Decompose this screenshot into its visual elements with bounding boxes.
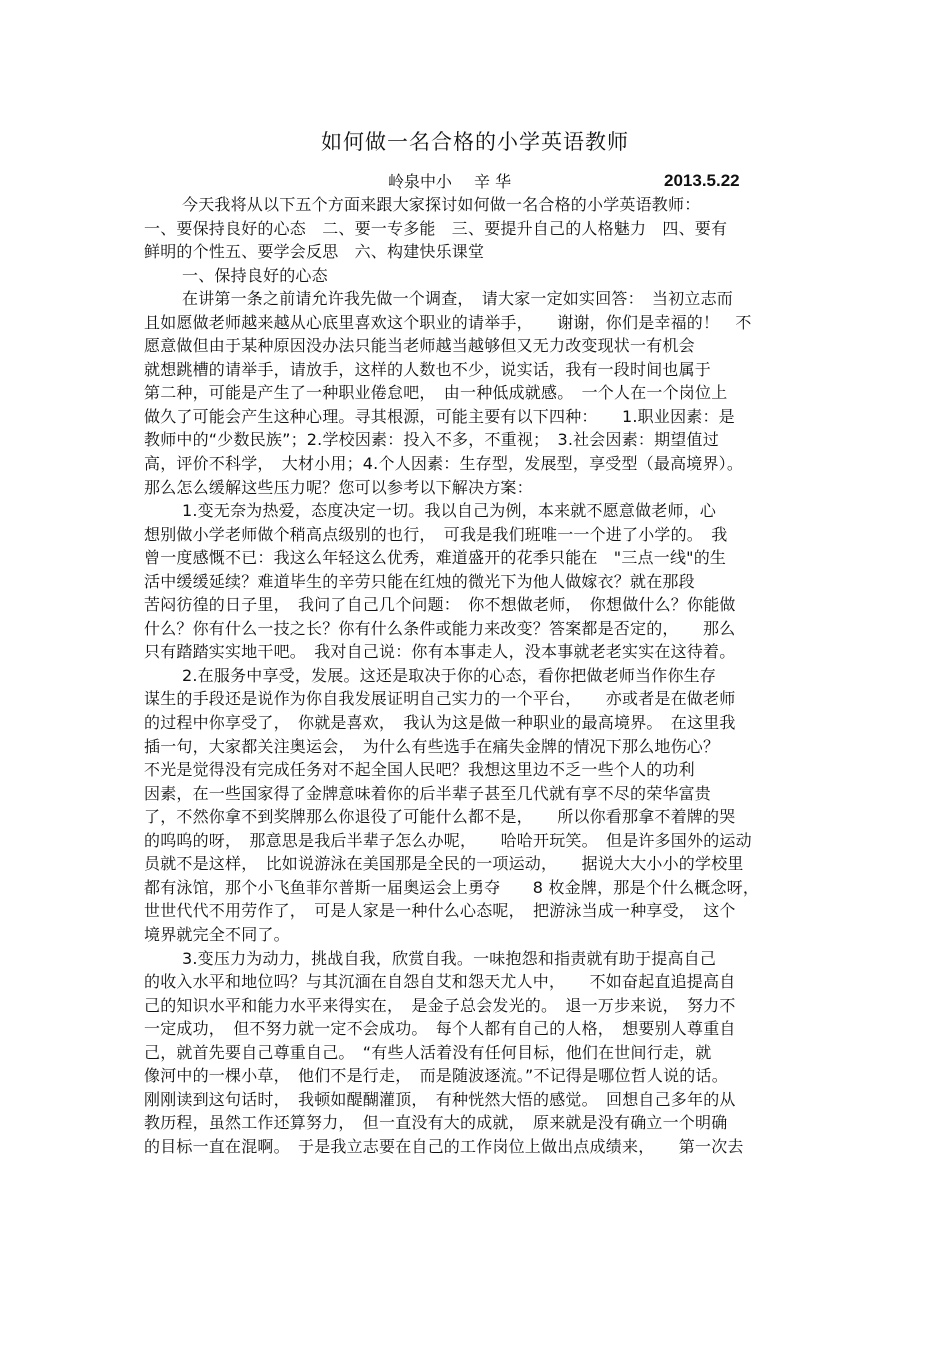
paragraph-line: 境界就完全不同了。	[144, 924, 290, 944]
paragraph-line: 因素，在一些国家得了金牌意味着你的后半辈子甚至几代就有享不尽的荣华富贵	[144, 783, 712, 803]
paragraph-line: 的呜呜的呀， 那意思是我后半辈子怎么办呢， 哈哈开玩笑。 但是许多国外的运动	[144, 830, 752, 850]
paragraph-line: 苦闷彷徨的日子里， 我问了自己几个问题： 你不想做老师， 你想做什么？你能做	[144, 595, 736, 615]
paragraph-line: 像河中的一棵小草， 他们不是行走， 而是随波逐流。”不记得是哪位哲人说的话。	[144, 1066, 728, 1086]
paragraph-line: 今天我将从以下五个方面来跟大家探讨如何做一名合格的小学英语教师：	[182, 195, 701, 214]
paragraph-line: 就想跳槽的请举手，请放手，这样的人数也不少，说实话，我有一段时间也属于	[144, 359, 712, 379]
paragraph-line: 的收入水平和地位吗？与其沉湎在自怨自艾和怨天尤人中， 不如奋起直追提高自	[144, 972, 736, 992]
document-date: 2013.5.22	[664, 171, 740, 190]
paragraph-line: 什么？你有什么一技之长？你有什么条件或能力来改变？答案都是否定的， 那么	[144, 618, 736, 638]
paragraph-line: 且如愿做老师越来越从心底里喜欢这个职业的请举手， 谢谢，你们是幸福的！ 不	[144, 312, 752, 332]
paragraph-line: 刚刚读到这句话时， 我顿如醍醐灌顶， 有种恍然大悟的感觉。 回想自己多年的从	[144, 1089, 736, 1109]
paragraph-line: 不光是觉得没有完成任务对不起全国人民吧？我想这里边不乏一些个人的功利	[144, 760, 695, 780]
document-title: 如何做一名合格的小学英语教师	[321, 130, 629, 154]
paragraph-line: 都有泳馆，那个小飞鱼菲尔普斯一届奥运会上勇夺 8 枚金牌，那是个什么概念呀，	[144, 877, 760, 897]
section-heading: 一、保持良好的心态	[182, 265, 328, 285]
paragraph-line: 2.在服务中享受，发展。这还是取决于你的心态，看你把做老师当作你生存	[182, 665, 717, 685]
paragraph-line: 一、要保持良好的心态 二、要一专多能 三、要提升自己的人格魅力 四、要有	[144, 218, 728, 238]
paragraph-line: 做久了可能会产生这种心理。寻其根源，可能主要有以下四种： 1.职业因素：是	[144, 406, 735, 426]
author-name: 辛 华	[474, 172, 512, 191]
paragraph-line: 愿意做但由于某种原因没办法只能当老师越当越够但又无力改变现状一有机会	[144, 336, 695, 356]
paragraph-line: 了，不然你拿不到奖牌那么你退役了可能什么都不是， 所以你看那拿不着牌的哭	[144, 807, 736, 827]
paragraph-line: 己的知识水平和能力水平来得实在， 是金子总会发光的。 退一万步来说， 努力不	[144, 995, 736, 1015]
paragraph-line: 活中缓缓延续？难道毕生的辛劳只能在红烛的微光下为他人做嫁衣？就在那段	[144, 571, 695, 591]
paragraph-line: 一定成功， 但不努力就一定不会成功。 每个人都有自己的人格， 想要别人尊重自	[144, 1019, 736, 1039]
paragraph-line: 世世代代不用劳作了， 可是人家是一种什么心态呢， 把游泳当成一种享受， 这个	[144, 901, 736, 921]
paragraph-line: 教历程，虽然工作还算努力， 但一直没有大的成就， 原来就是没有确立一个明确	[144, 1113, 728, 1133]
paragraph-line: 的目标一直在混啊。 于是我立志要在自己的工作岗位上做出点成绩来， 第一次去	[144, 1136, 744, 1156]
paragraph-line: 教师中的“少数民族”；2.学校因素：投入不多，不重视； 3.社会因素：期望值过	[144, 430, 719, 450]
paragraph-line: 想别做小学老师做个稍高点级别的也行， 可我是我们班唯一一个进了小学的。 我	[144, 524, 728, 544]
paragraph-line: 高，评价不科学， 大材小用；4.个人因素：生存型，发展型，享受型（最高境界）。	[144, 454, 744, 474]
author-school: 岭泉中小	[388, 172, 453, 191]
paragraph-line: 鲜明的个性五、要学会反思 六、构建快乐课堂	[144, 242, 485, 262]
paragraph-line: 3.变压力为动力，挑战自我，欣赏自我。一味抱怨和指责就有助于提高自己	[182, 948, 717, 968]
paragraph-line: 插一句，大家都关注奥运会， 为什么有些选手在痛失金牌的情况下那么地伤心？	[144, 736, 720, 756]
document-body	[144, 193, 814, 1158]
author-line	[388, 171, 511, 193]
paragraph-line: 曾一度感慨不已：我这么年轻这么优秀，难道盛开的花季只能在 "三点一线"的生	[144, 548, 727, 568]
paragraph-line: 只有踏踏实实地干吧。 我对自己说：你有本事走人，没本事就老老实实在这待着。	[144, 642, 736, 662]
paragraph-line: 在讲第一条之前请允许我先做一个调查， 请大家一定如实回答： 当初立志而	[182, 289, 734, 309]
paragraph-line: 谋生的手段还是说作为你自我发展证明自己实力的一个平台， 亦或者是在做老师	[144, 689, 736, 709]
paragraph-line: 第二种，可能是产生了一种职业倦怠吧， 由一种低成就感。 一个人在一个岗位上	[144, 383, 728, 403]
paragraph-line: 1.变无奈为热爱，态度决定一切。我以自己为例，本来就不愿意做老师，心	[182, 501, 717, 521]
paragraph-line: 的过程中你享受了， 你就是喜欢， 我认为这是做一种职业的最高境界。 在这里我	[144, 713, 736, 733]
paragraph-line: 员就不是这样， 比如说游泳在美国那是全民的一项运动， 据说大大小小的学校里	[144, 854, 744, 874]
paragraph-line: 己，就首先要自己尊重自己。 “有些人活着没有任何目标，他们在世间行走，就	[144, 1042, 712, 1062]
paragraph-line: 那么怎么缓解这些压力呢？您可以参考以下解决方案：	[144, 477, 533, 497]
